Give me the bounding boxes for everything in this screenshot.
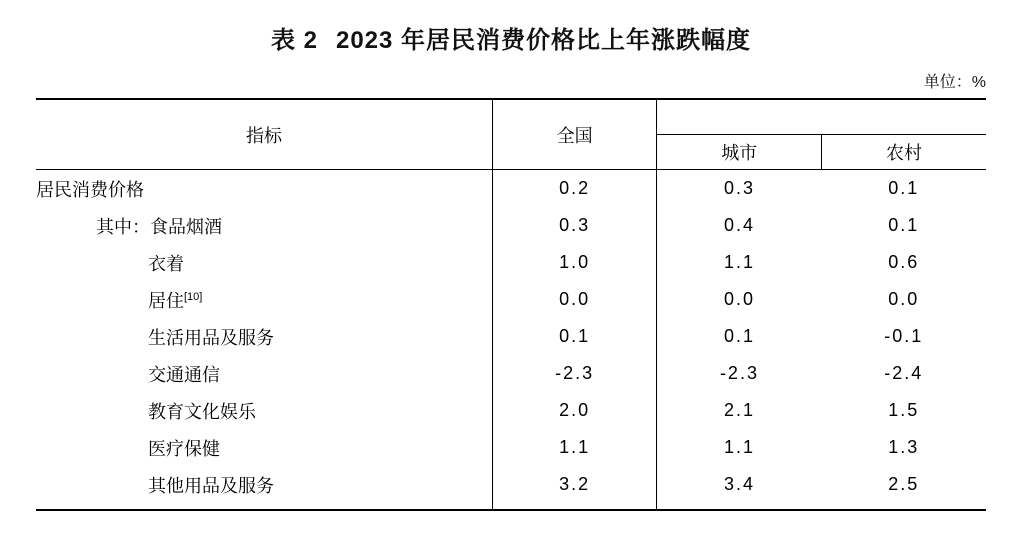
cell-rural: 1.3	[888, 437, 920, 457]
table-row	[36, 392, 986, 429]
table-row	[36, 170, 986, 208]
cell-urban: 0.3	[657, 170, 822, 208]
footnote-marker: [10]	[184, 290, 203, 303]
row-label: 其中：食品烟酒	[96, 216, 222, 237]
cell-urban: 0.4	[657, 207, 822, 244]
cell-urban: 1.1	[657, 244, 822, 281]
row-label: 居住[10]	[148, 290, 203, 311]
table-row	[36, 244, 986, 281]
table-title-text: 2023 年居民消费价格比上年涨跌幅度	[335, 27, 752, 54]
cell-rural: -2.4	[884, 363, 924, 383]
table-row	[36, 355, 986, 392]
table-row	[36, 207, 986, 244]
cell-national: 0.3	[492, 207, 657, 244]
row-label: 衣着	[148, 253, 184, 274]
cpi-table	[36, 98, 986, 511]
cell-national: 3.2	[492, 466, 657, 503]
cell-rural: 1.5	[888, 400, 920, 420]
row-label: 居民消费价格	[36, 179, 144, 200]
cell-national: 1.1	[492, 429, 657, 466]
table-top-rule	[36, 99, 986, 135]
cell-national: 0.0	[492, 281, 657, 318]
page-title	[0, 0, 1022, 55]
cell-urban: -2.3	[657, 355, 822, 392]
table-row	[36, 281, 986, 318]
header-national: 全国	[492, 99, 657, 169]
cell-rural: 2.5	[888, 474, 920, 494]
cell-rural: 0.1	[888, 215, 920, 235]
cell-national: 2.0	[492, 392, 657, 429]
cell-rural: 0.0	[888, 289, 920, 309]
table-body	[36, 170, 986, 504]
cell-urban: 0.0	[657, 281, 822, 318]
table-row	[36, 429, 986, 466]
row-label: 教育文化娱乐	[148, 401, 256, 422]
cell-urban: 1.1	[657, 429, 822, 466]
cell-national: 0.1	[492, 318, 657, 355]
header-indicator: 指标	[36, 99, 492, 169]
row-label: 其他用品及服务	[148, 475, 274, 496]
bottom-spacer	[36, 503, 986, 510]
header-urban: 城市	[657, 135, 822, 170]
cell-rural: 0.1	[888, 178, 920, 198]
cell-urban: 2.1	[657, 392, 822, 429]
table-bottom-rule	[36, 510, 986, 511]
cell-national: -2.3	[492, 355, 657, 392]
row-label: 交通通信	[148, 364, 220, 385]
table-container	[0, 98, 1022, 511]
row-label: 生活用品及服务	[148, 327, 274, 348]
header-spacer	[657, 99, 986, 135]
cell-urban: 0.1	[657, 318, 822, 355]
table-row	[36, 466, 986, 503]
header-rural: 农村	[821, 135, 986, 170]
table-number: 表 2	[270, 27, 318, 54]
table-row	[36, 318, 986, 355]
cell-rural: 0.6	[888, 252, 920, 272]
cell-urban: 3.4	[657, 466, 822, 503]
cell-national: 1.0	[492, 244, 657, 281]
cell-rural: -0.1	[884, 326, 924, 346]
row-label: 医疗保健	[148, 438, 220, 459]
cell-national: 0.2	[492, 170, 657, 208]
unit-note: 单位：%	[923, 74, 986, 91]
